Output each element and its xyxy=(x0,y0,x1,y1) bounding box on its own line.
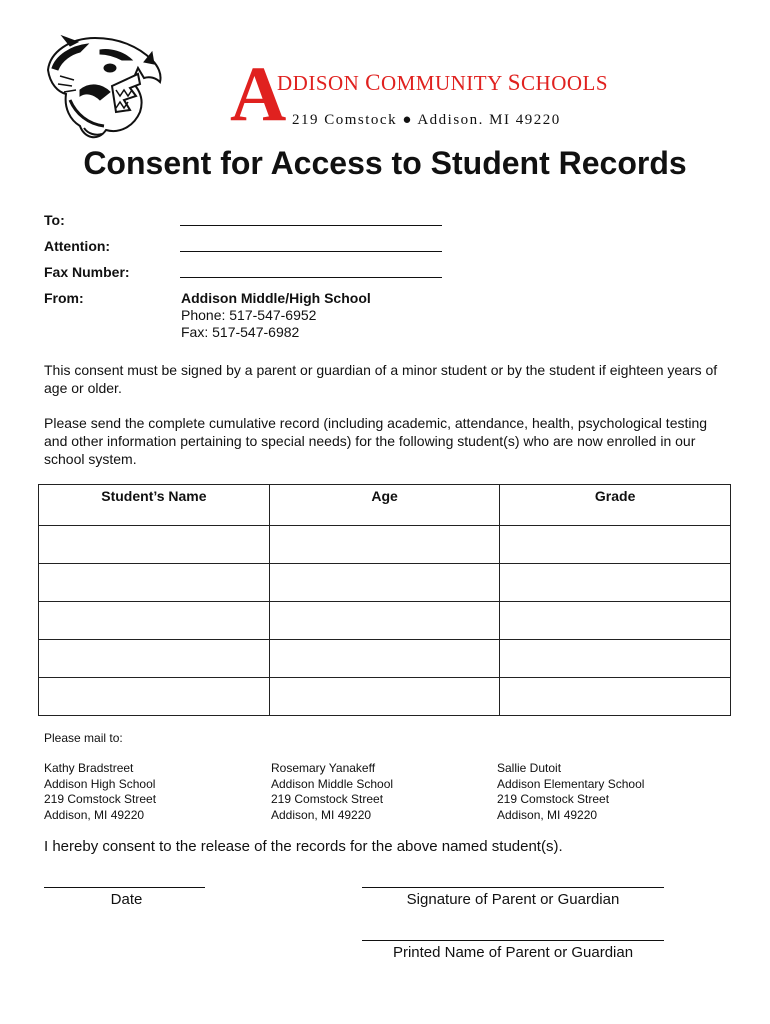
consent-requirement-text: This consent must be signed by a parent or guardian of a minor student or by the student if eighteen years of age or older. xyxy=(44,362,718,396)
contact-block xyxy=(44,761,156,823)
column-header-name: Student’s Name xyxy=(39,485,270,526)
school-name-part: CHOOLS xyxy=(521,71,609,95)
attention-field[interactable] xyxy=(180,251,442,252)
age-cell[interactable] xyxy=(269,526,500,564)
contact-street: 219 Comstock Street xyxy=(271,792,384,806)
mail-to-label: Please mail to: xyxy=(44,731,123,745)
table-row xyxy=(39,602,731,640)
to-label: To: xyxy=(44,212,65,228)
from-school: Addison Middle/High School xyxy=(181,290,371,306)
school-name-initial: C xyxy=(365,70,381,95)
page-title: Consent for Access to Student Records xyxy=(83,145,687,181)
printed-name-label: Printed Name of Parent or Guardian xyxy=(392,944,634,961)
table-row xyxy=(39,640,731,678)
grade-cell[interactable] xyxy=(500,564,731,602)
grade-cell[interactable] xyxy=(500,602,731,640)
school-logo-letter: A xyxy=(230,50,287,137)
school-name-part: DDISON xyxy=(277,71,366,95)
date-field[interactable] xyxy=(44,887,205,888)
signature-label: Signature of Parent or Guardian xyxy=(406,891,620,908)
signature-field[interactable] xyxy=(362,887,664,888)
contact-city: Addison, MI 49220 xyxy=(497,807,598,822)
age-cell[interactable] xyxy=(269,564,500,602)
contact-block xyxy=(271,761,393,823)
panther-mascot-icon xyxy=(40,30,170,140)
contact-city: Addison, MI 49220 xyxy=(44,807,145,822)
date-label: Date xyxy=(110,891,143,908)
consent-statement: I hereby consent to the release of the records for the above named student(s). xyxy=(44,838,563,855)
fax-field[interactable] xyxy=(180,277,442,278)
school-name xyxy=(277,70,608,96)
table-row xyxy=(39,564,731,602)
age-cell[interactable] xyxy=(269,640,500,678)
contact-street: 219 Comstock Street xyxy=(44,792,157,806)
table-row xyxy=(39,526,731,564)
contact-name: Kathy Bradstreet xyxy=(44,761,134,775)
student-name-cell[interactable] xyxy=(39,640,270,678)
contact-name: Rosemary Yanakeff xyxy=(271,761,376,775)
student-name-cell[interactable] xyxy=(39,678,270,716)
table-header-row xyxy=(39,485,731,526)
from-label: From: xyxy=(44,290,84,306)
records-request-text: Please send the complete cumulative record (including academic, attendance, health, psychological testing and other information pertaining to special needs) for the following student(s) who are now enrolled in our school system. xyxy=(44,415,708,467)
grade-cell[interactable] xyxy=(500,678,731,716)
column-header-grade: Grade xyxy=(500,485,731,526)
student-name-cell[interactable] xyxy=(39,564,270,602)
contact-school: Addison High School xyxy=(44,776,156,791)
student-table xyxy=(38,484,731,716)
school-name-initial: S xyxy=(507,70,522,95)
contact-block xyxy=(497,761,644,823)
to-field[interactable] xyxy=(180,225,442,226)
contact-street: 219 Comstock Street xyxy=(497,792,610,806)
from-phone: Phone: 517-547-6952 xyxy=(181,307,317,323)
student-name-cell[interactable] xyxy=(39,526,270,564)
school-address: 219 Comstock ● Addison. MI 49220 xyxy=(292,112,561,128)
student-name-cell[interactable] xyxy=(39,602,270,640)
fax-label: Fax Number: xyxy=(44,264,130,280)
contact-school: Addison Elementary School xyxy=(497,776,645,791)
attention-label: Attention: xyxy=(44,238,111,254)
from-fax: Fax: 517-547-6982 xyxy=(181,324,300,340)
grade-cell[interactable] xyxy=(500,640,731,678)
grade-cell[interactable] xyxy=(500,526,731,564)
age-cell[interactable] xyxy=(269,678,500,716)
table-row xyxy=(39,678,731,716)
contact-city: Addison, MI 49220 xyxy=(271,807,372,822)
printed-name-field[interactable] xyxy=(362,940,664,941)
contact-name: Sallie Dutoit xyxy=(497,761,562,775)
age-cell[interactable] xyxy=(269,602,500,640)
column-header-age: Age xyxy=(269,485,500,526)
from-block xyxy=(181,290,371,341)
contact-school: Addison Middle School xyxy=(271,776,394,791)
school-name-part: OMMUNITY xyxy=(380,71,508,95)
